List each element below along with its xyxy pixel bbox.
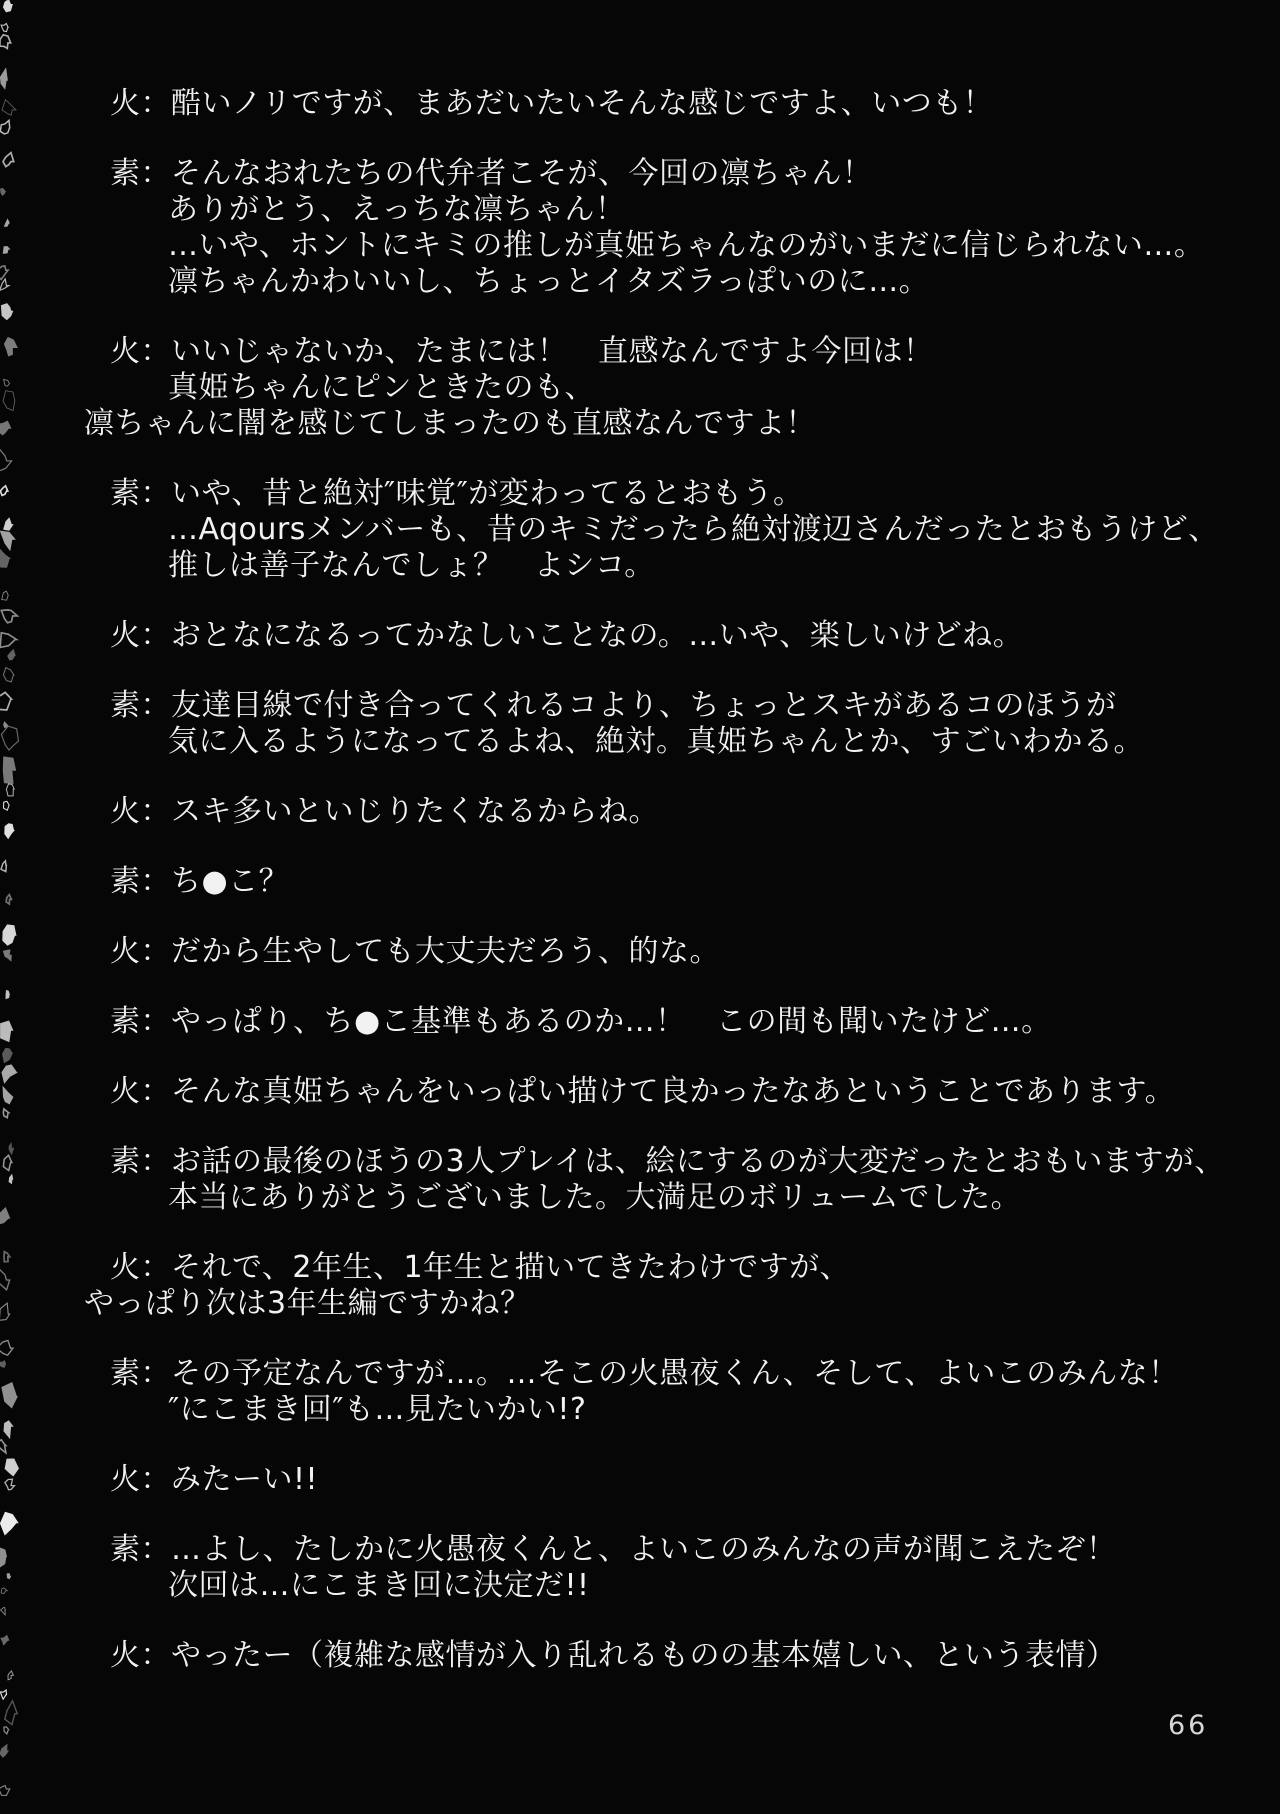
dialogue-paragraph [84,1074,1254,1110]
page-number: 66 [1168,1710,1209,1741]
speaker-label: 素： [110,1144,171,1179]
dialogue-line [84,1074,1254,1110]
dialogue-line [84,934,1254,970]
dialogue-line [84,618,1254,654]
dialogue-paragraph [84,688,1254,760]
dialogue-line-text: お話の最後のほうの3人プレイは、絵にするのが大変だったとおもいますが、 [171,1144,1225,1179]
dialogue-line: 凛ちゃんかわいいし、ちょっとイタズラっぽいのに…。 [168,264,930,299]
dialogue-line [84,1462,1254,1498]
speaker-label: 火： [110,1638,171,1673]
dialogue-line-text: やっぱり、ち●こ基準もあるのか…！ この間も聞いたけど…。 [171,1004,1052,1039]
dialogue-paragraph [84,1004,1254,1040]
torn-paper-edge-texture [0,0,24,1814]
dialogue-paragraph [84,156,1254,300]
speaker-label: 素： [110,1004,171,1039]
dialogue-line: ありがとう、えっちな凛ちゃん！ [168,192,626,227]
dialogue-line: 次回は…にこまき回に決定だ!! [168,1568,590,1603]
dialogue-line [84,794,1254,830]
dialogue-line: 凛ちゃんに闇を感じてしまったのも直感なんですよ！ [84,406,816,441]
dialogue-line-text: そんなおれたちの代弁者こそが、今回の凛ちゃん！ [171,156,873,191]
dialogue-line: 本当にありがとうございました。大満足のボリュームでした。 [168,1180,1022,1215]
speaker-label: 火： [110,934,171,969]
dialogue-line-text: やったー（複雑な感情が入り乱れるものの基本嬉しい、という表情） [171,1638,1117,1673]
dialogue-paragraph [84,864,1254,900]
dialogue-line [84,1638,1254,1674]
dialogue-line-text: みたーい!! [171,1462,319,1497]
dialogue-line [84,334,1254,370]
dialogue-line [84,688,1254,724]
speaker-label: 素： [110,1532,171,1567]
dialogue-line [84,864,1254,900]
speaker-label: 火： [110,1074,171,1109]
dialogue-line [84,1250,1254,1286]
dialogue-line: やっぱり次は3年生編ですかね？ [84,1286,531,1321]
dialogue-line-text: だから生やしても大丈夫だろう、的な。 [171,934,720,969]
dialogue-line-text: そんな真姫ちゃんをいっぱい描けて良かったなあということであります。 [171,1074,1176,1109]
dialogue-line-text: スキ多いといじりたくなるからね。 [171,794,659,829]
dialogue-line: …いや、ホントにキミの推しが真姫ちゃんなのがいまだに信じられない…。 [168,228,1205,263]
dialogue-line: ″にこまき回″も…見たいかい!? [168,1392,587,1427]
dialogue-line: 気に入るようになってるよね、絶対。真姫ちゃんとか、すごいわかる。 [168,724,1144,759]
dialogue-line [84,156,1254,192]
dialogue-paragraph [84,1144,1254,1216]
speaker-label: 火： [110,86,171,121]
dialogue-paragraph [84,86,1254,122]
dialogue-paragraph [84,334,1254,442]
dialogue-paragraph [84,794,1254,830]
dialogue-line-text: それで、2年生、1年生と描いてきたわけですが、 [171,1250,851,1285]
dialogue-text [84,86,1254,1708]
dialogue-paragraph [84,1532,1254,1604]
dialogue-paragraph [84,1250,1254,1322]
dialogue-line [84,1144,1254,1180]
speaker-label: 火： [110,1250,171,1285]
speaker-label: 火： [110,794,171,829]
speaker-label: 素： [110,156,171,191]
dialogue-paragraph [84,618,1254,654]
dialogue-line-text: 友達目線で付き合ってくれるコより、ちょっとスキがあるコのほうが [171,688,1117,723]
dialogue-line [84,1004,1254,1040]
speaker-label: 素： [110,1356,171,1391]
dialogue-line: …Aqoursメンバーも、昔のキミだったら絶対渡辺さんだったとおもうけど、 [168,512,1219,547]
dialogue-line-text: …よし、たしかに火愚夜くんと、よいこのみんなの声が聞こえたぞ！ [171,1532,1117,1567]
dialogue-paragraph [84,934,1254,970]
dialogue-line-text: その予定なんですが…。…そこの火愚夜くん、そして、よいこのみんな！ [171,1356,1179,1391]
dialogue-line [84,476,1254,512]
dialogue-paragraph [84,1356,1254,1428]
speaker-label: 火： [110,1462,171,1497]
dialogue-line-text: おとなになるってかなしいことなの。…いや、楽しいけどね。 [171,618,1024,653]
dialogue-line: 推しは善子なんでしょ？ よシコ。 [168,548,655,583]
speaker-label: 素： [110,864,171,899]
dialogue-line [84,1356,1254,1392]
dialogue-line-text: いや、昔と絶対″味覚″が変わってるとおもう。 [171,476,804,511]
dialogue-line-text: ち●こ？ [171,864,290,899]
dialogue-line [84,1532,1254,1568]
dialogue-line-text: いいじゃないか、たまには！ 直感なんですよ今回は！ [171,334,934,369]
dialogue-paragraph [84,476,1254,584]
speaker-label: 素： [110,688,171,723]
dialogue-paragraph [84,1462,1254,1498]
dialogue-line [84,86,1254,122]
speaker-label: 素： [110,476,171,511]
speaker-label: 火： [110,334,171,369]
speaker-label: 火： [110,618,171,653]
dialogue-line-text: 酷いノリですが、まあだいたいそんな感じですよ、いつも！ [171,86,994,121]
dialogue-line: 真姫ちゃんにピンときたのも、 [168,370,595,405]
dialogue-paragraph [84,1638,1254,1674]
